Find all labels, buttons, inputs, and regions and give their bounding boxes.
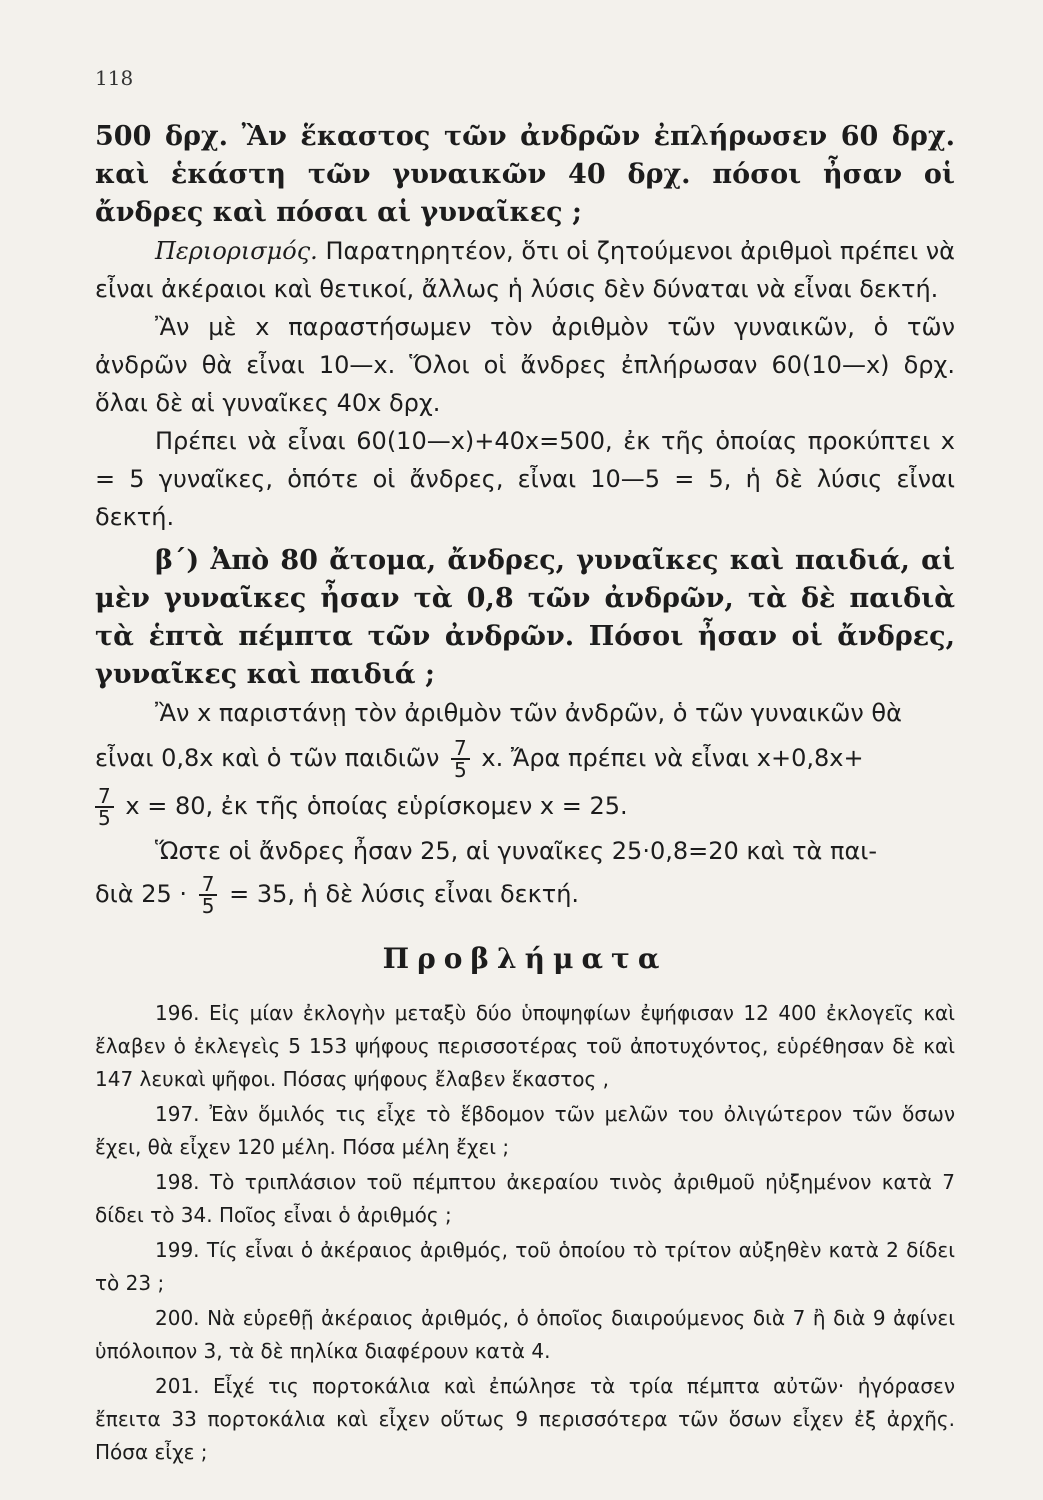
problems-heading: Προβλήματα [382, 942, 668, 975]
fraction-numerator: 7 [451, 738, 470, 760]
fraction-seven-fifths-3 [199, 874, 218, 916]
problems-list [95, 997, 955, 1469]
fraction-seven-fifths-1 [451, 738, 470, 780]
problem-197: 197. Ἐὰν ὅμιλός τις εἶχε τὸ ἕβδομον τῶν μελῶν του ὀλιγώτερον τῶν ὅσων ἔχει, θὰ εἶχεν 120 μέλη. Πόσα μέλη ἔχει ; [95, 1102, 955, 1159]
solution-b-line-1: Ἂν x παριστάνῃ τὸν ἀριθμὸν τῶν ἀνδρῶν, ὁ τῶν γυναικῶν θὰ [155, 699, 902, 727]
solution-b-line-5 [95, 874, 955, 916]
fraction-numerator: 7 [199, 874, 218, 896]
fraction-denominator: 5 [454, 758, 467, 782]
problem-a-statement: 500 δρχ. Ἂν ἕκαστος τῶν ἀνδρῶν ἐπλήρωσεν 60 δρχ. καὶ ἑκάστη τῶν γυναικῶν 40 δρχ. πόσοι ἦσαν οἱ ἄνδρες καὶ πόσαι αἱ γυναῖκες ; [95, 121, 955, 228]
fraction-denominator: 5 [98, 806, 111, 830]
solution-a-paragraph-3: Πρέπει νὰ εἶναι 60(10—x)+40x=500, ἐκ τῆς ὁποίας προκύπτει x = 5 γυναῖκες, ὁπότε οἱ ἄνδρες, εἶναι 10—5 = 5, ἡ δὲ λύσις εἶναι δεκτή. [95, 427, 955, 531]
solution-b-line-3b: x = 80, ἐκ τῆς ὁποίας εὑρίσκομεν x = 25. [125, 792, 628, 820]
problem-200: 200. Νὰ εὑρεθῇ ἀκέραιος ἀριθμός, ὁ ὁποῖος διαιρούμενος διὰ 7 ἢ διὰ 9 ἀφίνει ὑπόλοιπον 3, τὰ δὲ πηλίκα διαφέρουν κατὰ 4. [95, 1306, 955, 1363]
problem-198: 198. Τὸ τριπλάσιον τοῦ πέμπτου ἀκεραίου τινὸς ἀριθμοῦ ηὐξημένον κατὰ 7 δίδει τὸ 34. Ποῖος εἶναι ὁ ἀριθμός ; [95, 1170, 955, 1227]
constraint-label: Περιορισμός. [155, 237, 318, 265]
fraction-numerator: 7 [95, 786, 114, 808]
fraction-seven-fifths-2 [95, 786, 114, 828]
solution-b-line-5a: διὰ 25 · [95, 880, 188, 908]
constraint-text: Παρατηρητέον, ὅτι οἱ ζητούμενοι ἀριθμοὶ πρέπει νὰ εἶναι ἀκέραιοι καὶ θετικοί, ἄλλως ἡ λύσις δὲν δύναται νὰ εἶναι δεκτή. [95, 237, 955, 303]
solution-b-line-5b: = 35, ἡ δὲ λύσις εἶναι δεκτή. [229, 880, 580, 908]
solution-b-line-2a: εἶναι 0,8x καὶ ὁ τῶν παιδιῶν [95, 744, 440, 772]
solution-a-paragraph-2: Ἂν μὲ x παραστήσωμεν τὸν ἀριθμὸν τῶν γυναικῶν, ὁ τῶν ἀνδρῶν θὰ εἶναι 10—x. Ὅλοι οἱ ἄνδρες ἐπλήρωσαν 60(10—x) δρχ. ὅλαι δὲ αἱ γυναῖκες 40x δρχ. [95, 313, 955, 417]
problem-196: 196. Εἰς μίαν ἐκλογὴν μεταξὺ δύο ὑποψηφίων ἐψήφισαν 12 400 ἐκλογεῖς καὶ ἔλαβεν ὁ ἐκλεγεὶς 5 153 ψήφους περισσοτέρας τοῦ ἀποτυχόντος, εὑρέθησαν δὲ καὶ 147 λευκαὶ ψῆφοι. Πόσας ψήφους ἔλαβεν ἕκαστος , [95, 1001, 955, 1091]
problem-199: 199. Τίς εἶναι ὁ ἀκέραιος ἀριθμός, τοῦ ὁποίου τὸ τρίτον αὐξηθὲν κατὰ 2 δίδει τὸ 23 ; [95, 1238, 955, 1295]
solution-a-paragraph-1 [95, 232, 955, 308]
solution-b-line-4: Ὥστε οἱ ἄνδρες ἦσαν 25, αἱ γυναῖκες 25·0,8=20 καὶ τὰ παι- [155, 837, 878, 865]
solution-b-line-2b: x. Ἄρα πρέπει νὰ εἶναι x+0,8x+ [481, 744, 864, 772]
page-content [95, 118, 955, 1471]
page-number: 118 [95, 66, 134, 90]
fraction-denominator: 5 [201, 894, 215, 918]
solution-b-line-3 [95, 786, 955, 828]
problem-b-statement: β΄) Ἀπὸ 80 ἄτομα, ἄνδρες, γυναῖκες καὶ παιδιά, αἱ μὲν γυναῖκες ἦσαν τὰ 0,8 τῶν ἀνδρῶν, τὰ δὲ παιδιὰ τὰ ἑπτὰ πέμπτα τῶν ἀνδρῶν. Πόσοι ἦσαν οἱ ἄνδρες, γυναῖκες καὶ παιδιά ; [95, 545, 955, 690]
problem-201: 201. Εἶχέ τις πορτοκάλια καὶ ἐπώλησε τὰ τρία πέμπτα αὐτῶν· ἠγόρασεν ἔπειτα 33 πορτοκάλια καὶ εἶχεν οὕτως 9 περισσότερα τῶν ὅσων εἶχεν ἐξ ἀρχῆς. Πόσα εἶχε ; [95, 1374, 955, 1464]
solution-b-line-2 [95, 738, 955, 780]
